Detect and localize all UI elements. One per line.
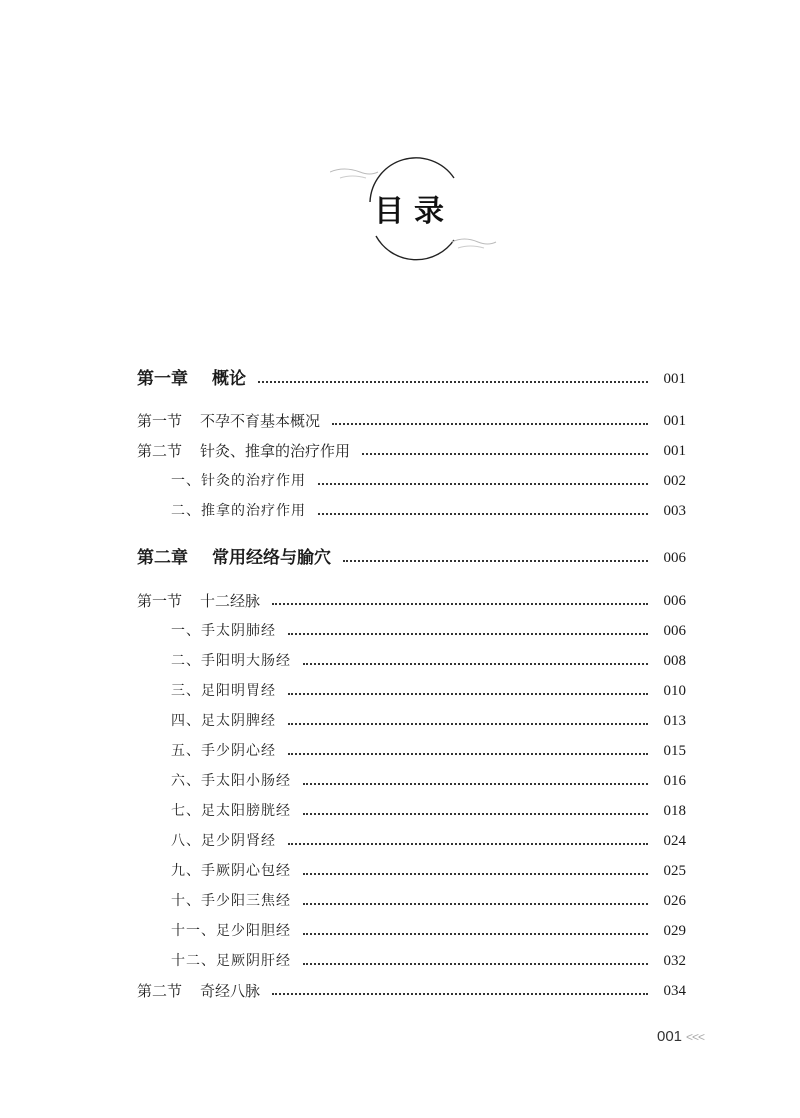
toc-entry-label: [137, 588, 260, 614]
toc-page-number: 010: [663, 683, 686, 699]
toc-entry-title: 概论: [212, 369, 246, 389]
toc-entry-number: 第一章: [137, 369, 188, 389]
toc-entry-label: 六、手太阳小肠经: [171, 773, 291, 789]
toc-subsection-row: [0, 918, 800, 944]
toc-subsection-row: [0, 738, 800, 764]
toc-entry-label: 五、手少阴心经: [171, 743, 276, 759]
toc-page-number: 025: [663, 863, 686, 879]
toc-entry-label: 二、手阳明大肠经: [171, 653, 291, 669]
toc-page-number: 029: [663, 923, 686, 939]
toc-section-row: [0, 438, 800, 464]
toc-page-number: 006: [663, 593, 686, 609]
toc-page-number: 024: [663, 833, 686, 849]
toc-page-number: 026: [663, 893, 686, 909]
toc-section-row: [0, 408, 800, 434]
toc-chapter-row: [0, 366, 800, 392]
toc-leader-dots: [272, 603, 648, 605]
toc-subsection-row: [0, 618, 800, 644]
toc-entry-title: 不孕不育基本概况: [200, 412, 321, 430]
toc-leader-dots: [303, 663, 648, 665]
toc-page-number: 008: [663, 653, 686, 669]
toc-subsection-row: [0, 468, 800, 494]
toc-page-number: 003: [663, 503, 686, 519]
toc-entry-label: 二、推拿的治疗作用: [171, 503, 306, 519]
toc-section-row: [0, 588, 800, 614]
toc-page-number: 013: [663, 713, 686, 729]
toc-entry-label: 三、足阳明胃经: [171, 683, 276, 699]
toc-entry-label: 十一、足少阳胆经: [171, 923, 291, 939]
toc-leader-dots: [288, 723, 648, 725]
toc-page-number: 016: [663, 773, 686, 789]
toc-page-number: 001: [663, 443, 686, 459]
toc-leader-dots: [343, 560, 648, 562]
toc-leader-dots: [303, 873, 648, 875]
toc-page-number: 001: [663, 371, 686, 387]
toc-chapter-row: [0, 545, 800, 571]
toc-page-number: 006: [663, 623, 686, 639]
toc-entry-title: 奇经八脉: [200, 982, 261, 1000]
toc-leader-dots: [332, 423, 648, 425]
toc-subsection-row: [0, 648, 800, 674]
toc-leader-dots: [303, 933, 648, 935]
toc-leader-dots: [288, 633, 648, 635]
toc-leader-dots: [303, 903, 648, 905]
toc-entry-label: 七、足太阳膀胱经: [171, 803, 291, 819]
toc-entry-label: 八、足少阴肾经: [171, 833, 276, 849]
toc-leader-dots: [258, 381, 648, 383]
toc-page-number: 001: [663, 413, 686, 429]
toc-subsection-row: [0, 948, 800, 974]
toc-entry-number: 第一节: [137, 592, 183, 610]
toc-entry-number: 第二节: [137, 442, 183, 460]
toc-entry-label: 十、手少阳三焦经: [171, 893, 291, 909]
toc-subsection-row: [0, 678, 800, 704]
toc-page-number: 034: [663, 983, 686, 999]
toc-entry-label: [137, 438, 350, 464]
toc-page-number: 018: [663, 803, 686, 819]
toc-entry-label: 一、针灸的治疗作用: [171, 473, 306, 489]
toc-subsection-row: [0, 888, 800, 914]
toc-leader-dots: [303, 783, 648, 785]
toc-leader-dots: [303, 813, 648, 815]
toc-subsection-row: [0, 708, 800, 734]
toc-leader-dots: [318, 513, 648, 515]
toc-subsection-row: [0, 768, 800, 794]
toc-leader-dots: [288, 693, 648, 695]
toc-leader-dots: [288, 843, 648, 845]
toc-section-row: [0, 978, 800, 1004]
toc-entry-title: 针灸、推拿的治疗作用: [200, 442, 351, 460]
page-title: 目录: [374, 194, 454, 229]
toc-page-number: 032: [663, 953, 686, 969]
toc-leader-dots: [318, 483, 648, 485]
toc-leader-dots: [272, 993, 648, 995]
toc-subsection-row: [0, 498, 800, 524]
toc-leader-dots: [303, 963, 648, 965]
toc-page-number: 006: [663, 550, 686, 566]
page-footer: [657, 1028, 704, 1045]
toc-entry-title: 常用经络与腧穴: [212, 548, 331, 568]
toc-entry-title: 十二经脉: [200, 592, 261, 610]
toc-entry-label: 十二、足厥阴肝经: [171, 953, 291, 969]
toc-entry-number: 第二章: [137, 548, 188, 568]
toc-entry-label: [137, 408, 320, 434]
toc-entry-label: 一、手太阴肺经: [171, 623, 276, 639]
toc-subsection-row: [0, 828, 800, 854]
toc-page-number: 002: [663, 473, 686, 489]
footer-page-number: 001: [657, 1028, 683, 1045]
toc-leader-dots: [362, 453, 648, 455]
toc-entry-number: 第一节: [137, 412, 183, 430]
toc-entry-label: [137, 545, 331, 571]
toc-entry-label: 四、足太阴脾经: [171, 713, 276, 729]
toc-entry-label: 九、手厥阴心包经: [171, 863, 291, 879]
toc-page-number: 015: [663, 743, 686, 759]
toc-entry-label: [137, 366, 246, 392]
footer-arrows: <<<: [686, 1030, 705, 1044]
toc-leader-dots: [288, 753, 648, 755]
toc-entry-label: [137, 978, 260, 1004]
toc-entry-number: 第二节: [137, 982, 183, 1000]
toc-subsection-row: [0, 798, 800, 824]
toc-subsection-row: [0, 858, 800, 884]
